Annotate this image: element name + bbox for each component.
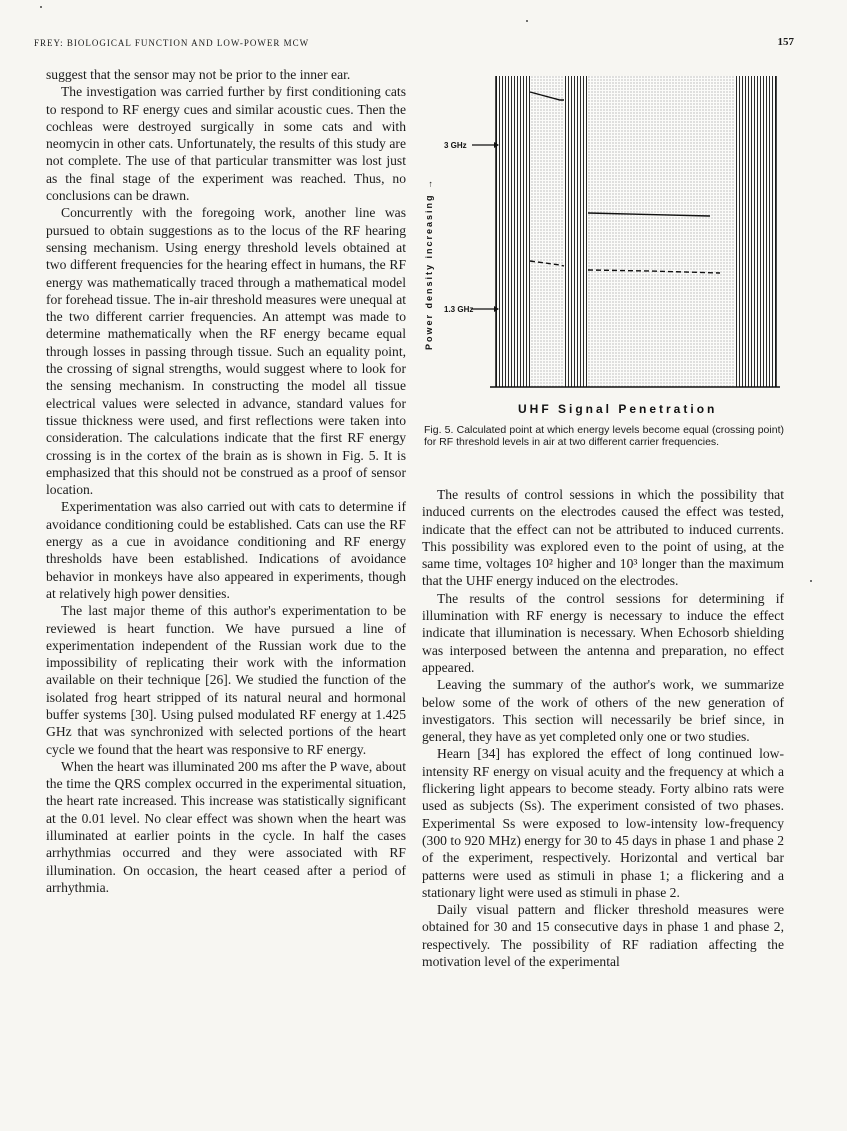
right-paragraph-5: Daily visual pattern and flicker threshold measures were obtained for 30 and 15 consecutive days in phase 1 and phase 2, respectively. The possibility of RF radiation affecting the motivation level of the experimental <box>422 902 784 970</box>
left-column <box>46 66 406 896</box>
left-paragraph-6: When the heart was illuminated 200 ms after the P wave, about the time the QRS complex occurred in the experimental situation, the heart rate increased. This increase was statistically significant at the 0.01 level. No clear effect was shown when the heart was illuminated at earlier points in the cycle. In half the cases arrhythmias occurred and they were associated with RF illumination. On occasion, the heart ceased after a period of arrhythmia. <box>46 758 406 895</box>
penetration-diagram <box>420 70 792 460</box>
right-paragraph-2: The results of the control sessions for determining if illumination with RF energy is necessary to induce the effect indicate that illumination is necessary. When Echosorb shielding was interposed between the antenna and preparation, no effect appeared. <box>422 590 784 675</box>
print-speck <box>810 580 812 582</box>
tissue-layer-cortex <box>588 76 756 387</box>
marker-3ghz-label: 3 GHz <box>444 141 467 150</box>
tissue-layer-2 <box>530 76 564 387</box>
page-number: 157 <box>777 36 794 48</box>
right-paragraph-1: The results of control sessions in which the possibility that induced currents on the electrodes caused the effect was tested, indicate that the effect can not be attributed to induced currents. This possibility was explored even to the point of using, at the same time, voltages 10² higher and 10³ longer than the maximum that the UHF energy induced on the electrodes. <box>422 487 784 589</box>
print-speck <box>526 20 528 22</box>
caption-text: Calculated point at which energy levels become equal (crossing point) for RF threshold levels in air at two different carrier frequencies. <box>424 424 784 448</box>
tissue-layer-outer <box>496 76 530 387</box>
tissue-layer-inner <box>734 76 776 387</box>
right-paragraph-4: Hearn [34] has explored the effect of long continued low-intensity RF energy on visual acuity and the frequency at which a flickering light appears to become steady. Forty albino rats were used as subjects (Ss). The experiment consisted of two phases. Experimental Ss were exposed to low-intensity low-frequency (300 to 920 MHz) energy for 30 to 45 days in phase 1 and phase 2 of the experiment, respectively. Horizontal and vertical bar patterns were used as stimuli in phase 1; a flickering and a stationary light were used as stimuli in phase 2. <box>422 746 784 900</box>
y-axis-label: Power density increasing → <box>424 177 434 350</box>
right-paragraph-3: Leaving the summary of the author's work, we summarize below some of the work of others of the new generation of investigators. This section will necessarily be brief since, in general, they have as yet completed only one or two studies. <box>422 677 784 745</box>
left-paragraph-5: The last major theme of this author's experimentation to be reviewed is heart function. We have pursued a line of experimentation independent of the Russian work due to the impossibility of replicating their work with the information available on their technique [26]. We studied the function of the isolated frog heart stripped of its natural neural and hormonal buffer systems [30]. Using pulsed modulated RF energy at 1.425 GHz that was synchronized with selected portions of the heart cycle we found that the heart was responsive to RF energy. <box>46 603 406 757</box>
running-title: FREY: BIOLOGICAL FUNCTION AND LOW-POWER MCW <box>34 38 310 48</box>
tissue-layer-3 <box>564 76 588 387</box>
print-speck <box>40 6 42 8</box>
left-paragraph-2: The investigation was carried further by first conditioning cats to respond to RF energy cues and similar acoustic cues. Then the cochleas were destroyed surgically in some cats and with neomycin in other cats. Unfortunately, the results of this study are not complete. The use of that particular transmitter was lost just as the final stage of the experiment was reached. Thus, no conclusions can be drawn. <box>46 84 406 204</box>
x-axis-label: UHF Signal Penetration <box>518 402 718 416</box>
caption-label: Fig. 5. <box>424 424 454 436</box>
left-paragraph-1: suggest that the sensor may not be prior to the inner ear. <box>46 67 351 82</box>
left-paragraph-3: Concurrently with the foregoing work, another line was pursued to obtain suggestions as to the locus of the RF hearing sensing mechanism. Using energy threshold levels obtained at two different frequencies for the hearing effect in humans, the RF energy was mathematically traced through a mathematical model for forehead tissue. The in-air threshold measures were unequal at the two different carrier frequencies. An attempt was made to determine mathematically when the RF energy became equal through losses in passing through tissue. Such an equality point, the crossing of signal strengths, would suggest where to look for the sensing mechanism. In constructing the model all tissue electrical values were selected in advance, standard values for tissue thickness were used, and first reflections were taken into consideration. The calculations indicate that the first RF energy crossing is in the cortex of the brain as is shown in Fig. 5. It is emphasized that this should not be construed as a proof of sensor location. <box>46 205 406 498</box>
left-paragraph-4: Experimentation was also carried out with cats to determine if avoidance conditioning could be established. Cats can use the RF energy as a cue in avoidance conditioning and RF energy thresholds have been established. Indications of avoidance behavior in monkeys have also appeared in experiments, though at relatively high power densities. <box>46 499 406 601</box>
marker-13ghz-label: 1.3 GHz <box>444 305 474 314</box>
right-column <box>422 486 784 970</box>
figure-5 <box>420 70 792 460</box>
figure-caption <box>424 424 784 448</box>
running-header <box>34 36 794 52</box>
